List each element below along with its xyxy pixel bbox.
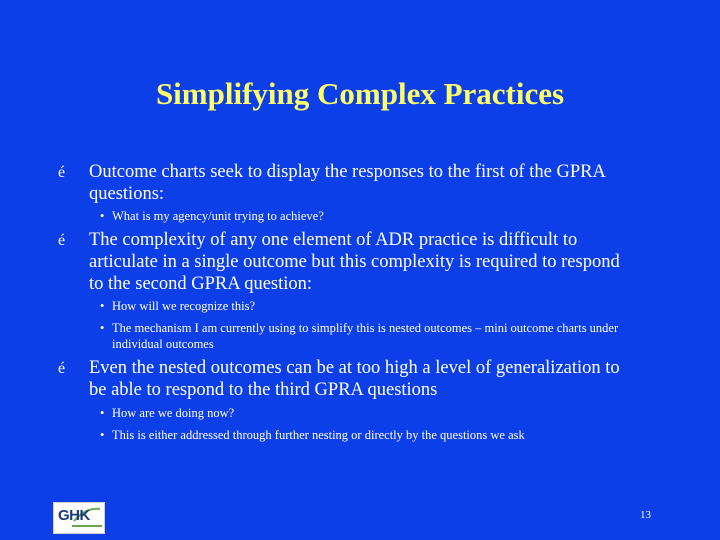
- bullet-text: Even the nested outcomes can be at too high a level of generalization to be able to respond to the third GPRA questions: [89, 358, 620, 400]
- ghk-logo: [53, 502, 105, 534]
- logo-letters: GHK: [58, 507, 90, 524]
- sub-bullet-dot-icon: •: [100, 321, 105, 335]
- page-number: 13: [640, 509, 651, 521]
- logo-underline: [72, 525, 102, 527]
- bullet-arrow-icon: é: [58, 232, 66, 249]
- sub-bullet-dot-icon: •: [100, 428, 105, 442]
- bullet-item: [58, 229, 638, 295]
- sub-bullet-text: How are we doing now?: [112, 406, 235, 420]
- bullet-text: The complexity of any one element of ADR practice is difficult to articulate in a single outcome but this complexity is required to respond to the second GPRA question:: [89, 230, 620, 294]
- sub-bullet-text: This is either addressed through further nesting or directly by the questions we ask: [112, 428, 525, 442]
- sub-bullet-item: [100, 320, 620, 352]
- sub-bullet-text: How will we recognize this?: [112, 299, 256, 313]
- sub-bullet-item: [100, 298, 620, 314]
- sub-bullet-dot-icon: •: [100, 209, 105, 223]
- bullet-item: [58, 161, 638, 205]
- sub-bullet-dot-icon: •: [100, 299, 105, 313]
- bullet-item: [58, 357, 638, 401]
- sub-bullet-dot-icon: •: [100, 406, 105, 420]
- bullet-arrow-icon: é: [58, 164, 66, 181]
- sub-bullet-item: [100, 427, 620, 443]
- bullet-arrow-icon: é: [58, 360, 66, 377]
- slide-title: Simplifying Complex Practices: [155, 76, 565, 111]
- sub-bullet-item: [100, 405, 620, 421]
- bullet-text: Outcome charts seek to display the responses to the first of the GPRA questions:: [89, 162, 605, 204]
- sub-bullet-item: [100, 208, 620, 224]
- sub-bullet-text: What is my agency/unit trying to achieve?: [112, 209, 324, 223]
- sub-bullet-text: The mechanism I am currently using to simplify this is nested outcomes – mini outcome charts under individual outcomes: [112, 321, 619, 351]
